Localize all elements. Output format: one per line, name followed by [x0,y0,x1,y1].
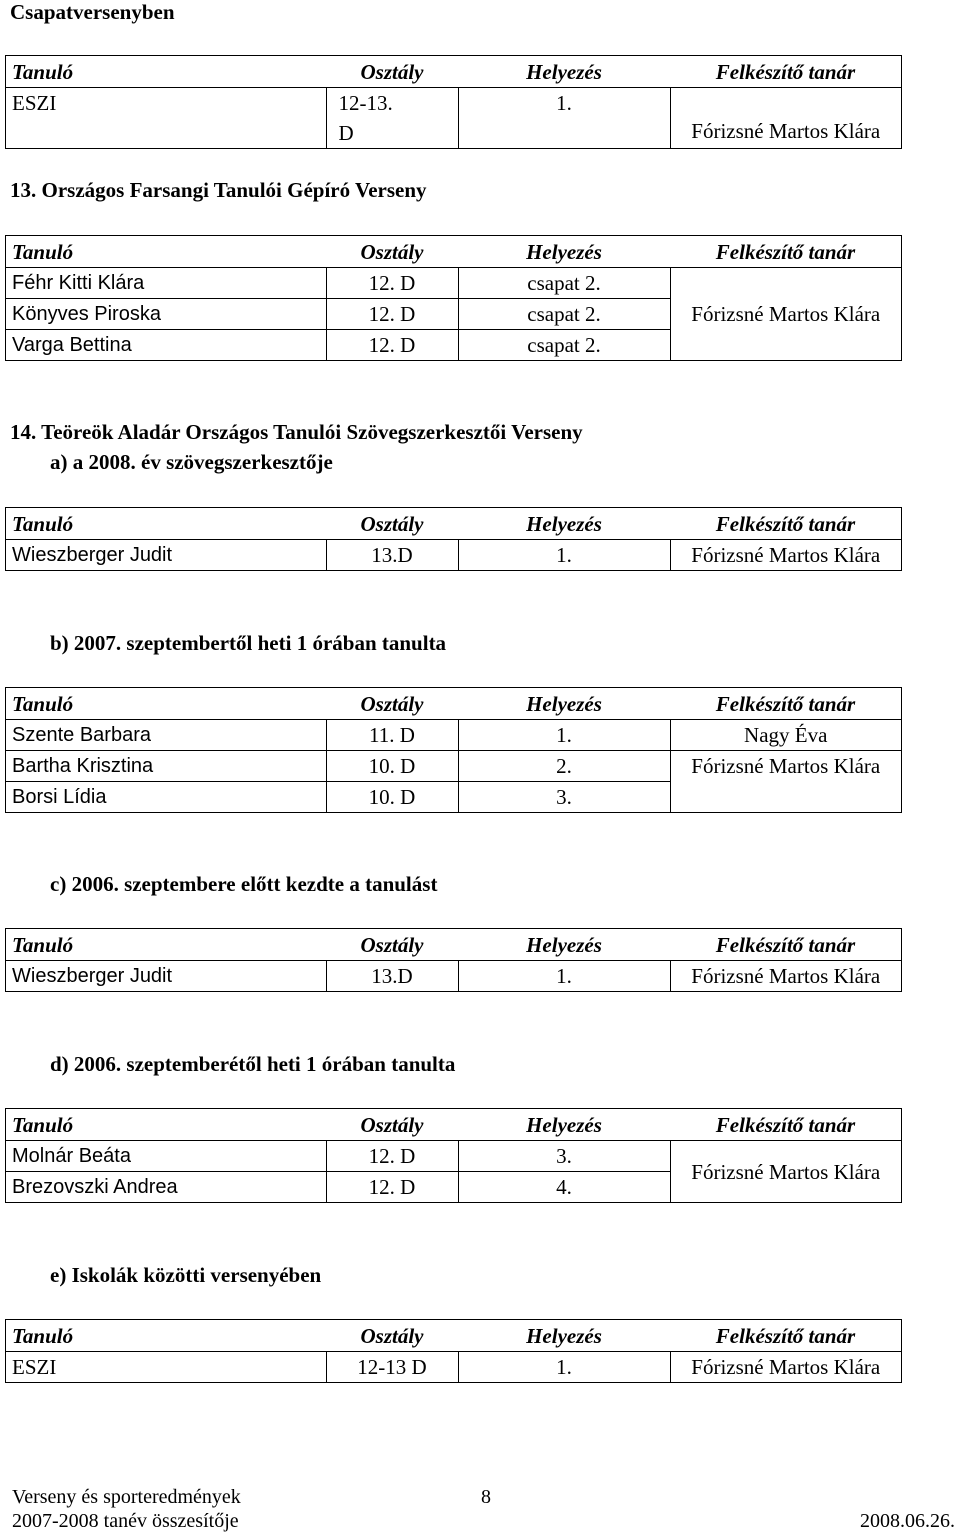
cell-placement: csapat 2. [458,299,670,330]
cell-class: 12-13 D [326,1352,458,1383]
col-header-teacher: Felkészítő tanár [715,932,856,957]
col-header-placement: Helyezés [526,932,602,957]
cell-student: Brezovszki Andrea [6,1172,327,1203]
cell-student: Könyves Piroska [6,299,327,330]
results-table [5,928,902,992]
footer-subtitle: 2007-2008 tanév összesítője [12,1510,239,1532]
table-row [6,961,902,992]
section-title: Csapatversenyben [10,0,175,24]
col-header-teacher: Felkészítő tanár [715,1323,856,1348]
col-header-student: Tanuló [12,1112,74,1137]
cell-class [326,88,458,149]
results-table [5,55,902,149]
cell-placement: csapat 2. [458,330,670,361]
cell-class: 12. D [326,1172,458,1203]
cell-placement: 1. [458,720,670,751]
cell-placement: 3. [458,782,670,813]
section-title: 14. Teöreök Aladár Országos Tanulói Szövegszerkesztői Verseny [10,420,583,444]
col-header-student: Tanuló [12,59,74,84]
results-table [5,687,902,813]
cell-student: Borsi Lídia [6,782,327,813]
col-header-placement: Helyezés [526,691,602,716]
cell-placement: 3. [458,1141,670,1172]
cell-student: Wieszberger Judit [6,540,327,571]
section-subtitle: b) 2007. szeptembertől heti 1 órában tanulta [50,631,447,655]
table-row [6,268,902,299]
cell-class: 12. D [326,268,458,299]
col-header-placement: Helyezés [526,511,602,536]
cell-placement: 1. [458,961,670,992]
cell-class: 12. D [326,330,458,361]
cell-student: Varga Bettina [6,330,327,361]
table-row [6,751,902,782]
section-title: 13. Országos Farsangi Tanulói Gépíró Verseny [10,178,427,202]
col-header-class: Osztály [360,1323,424,1348]
col-header-teacher: Felkészítő tanár [715,1112,856,1137]
cell-placement: csapat 2. [458,268,670,299]
cell-teacher: Fórizsné Martos Klára [691,1159,881,1184]
cell-teacher: Fórizsné Martos Klára [691,119,881,143]
section-subtitle: e) Iskolák közötti versenyében [50,1263,322,1287]
col-header-class: Osztály [360,691,424,716]
footer-title: Verseny és sporteredmények [12,1486,241,1508]
cell-student: Bartha Krisztina [6,751,327,782]
cell-student: ESZI [6,1352,327,1383]
col-header-student: Tanuló [12,239,74,264]
col-header-teacher: Felkészítő tanár [715,239,856,264]
cell-placement: 4. [458,1172,670,1203]
table-row [6,1352,902,1383]
col-header-teacher: Felkészítő tanár [715,59,856,84]
cell-teacher: Fórizsné Martos Klára [691,1355,881,1379]
col-header-student: Tanuló [12,511,74,536]
section-subtitle: a) a 2008. év szövegszerkesztője [50,450,333,474]
cell-placement: 1. [458,1352,670,1383]
page-number: 8 [481,1486,491,1508]
cell-teacher: Fórizsné Martos Klára [691,754,881,778]
cell-class-line: 12-13. [338,91,393,115]
cell-class: 13.D [326,961,458,992]
col-header-teacher: Felkészítő tanár [715,511,856,536]
cell-teacher: Fórizsné Martos Klára [691,302,881,326]
table-row [6,540,902,571]
cell-student: Szente Barbara [6,720,327,751]
cell-student: Molnár Beáta [6,1141,327,1172]
results-table [5,1319,902,1383]
cell-placement: 1. [458,88,670,149]
table-row [6,720,902,751]
cell-teacher: Fórizsné Martos Klára [691,543,881,567]
cell-student: Féhr Kitti Klára [6,268,327,299]
cell-class: 12. D [326,299,458,330]
results-table [5,1108,902,1203]
section-subtitle: c) 2006. szeptembere előtt kezdte a tanulást [50,872,438,896]
col-header-class: Osztály [360,932,424,957]
col-header-placement: Helyezés [526,59,602,84]
col-header-student: Tanuló [12,932,74,957]
col-header-class: Osztály [360,1112,424,1137]
cell-student: ESZI [6,88,327,149]
cell-teacher: Nagy Éva [744,723,828,747]
col-header-placement: Helyezés [526,1112,602,1137]
table-row [6,88,902,149]
col-header-placement: Helyezés [526,1323,602,1348]
cell-class: 13.D [326,540,458,571]
cell-class-line: D [338,121,354,145]
results-table [5,235,902,361]
cell-student: Wieszberger Judit [6,961,327,992]
cell-class: 10. D [326,751,458,782]
section-subtitle: d) 2006. szeptemberétől heti 1 órában tanulta [50,1052,456,1076]
cell-placement: 2. [458,751,670,782]
cell-class: 12. D [326,1141,458,1172]
cell-class: 11. D [326,720,458,751]
col-header-class: Osztály [360,59,424,84]
cell-class: 10. D [326,782,458,813]
col-header-student: Tanuló [12,1323,74,1348]
col-header-teacher: Felkészítő tanár [715,691,856,716]
results-table [5,507,902,571]
cell-placement: 1. [458,540,670,571]
table-row [6,1141,902,1172]
col-header-class: Osztály [360,239,424,264]
col-header-placement: Helyezés [526,239,602,264]
cell-teacher: Fórizsné Martos Klára [691,964,881,988]
col-header-student: Tanuló [12,691,74,716]
footer-date: 2008.06.26. [860,1510,955,1532]
col-header-class: Osztály [360,511,424,536]
